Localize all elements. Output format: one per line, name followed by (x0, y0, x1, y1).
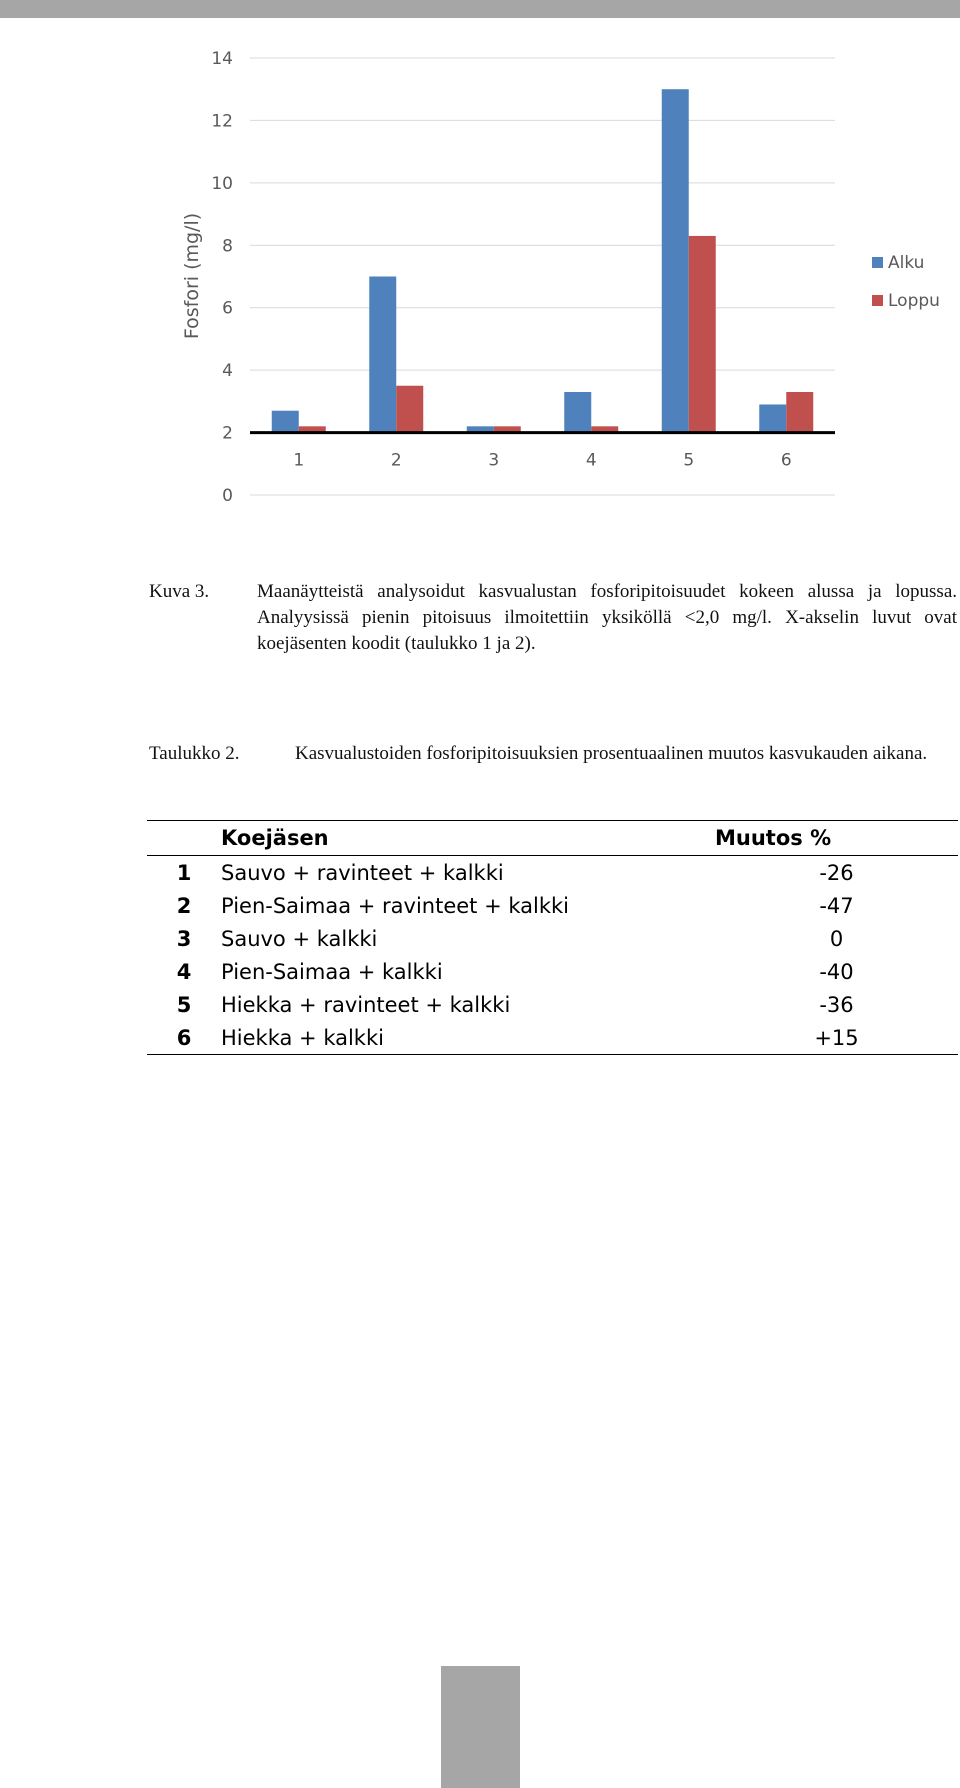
legend-label: Loppu (888, 291, 940, 311)
header-koejasen: Koejäsen (221, 821, 715, 856)
x-tick-label: 2 (390, 450, 402, 471)
bar-alku (369, 277, 396, 433)
table-row (147, 1021, 958, 1055)
row-name: Sauvo + kalkki (221, 926, 378, 951)
row-value: 0 (829, 926, 844, 951)
table-row (147, 889, 958, 922)
bar-alku (564, 392, 591, 433)
row-name: Pien-Saimaa + ravinteet + kalkki (221, 893, 569, 918)
bar-loppu (689, 236, 716, 433)
row-name: Pien-Saimaa + kalkki (221, 959, 443, 984)
table-row (147, 856, 958, 890)
row-value: -26 (819, 860, 854, 885)
table-caption-label: Taulukko 2. (149, 743, 240, 764)
table-row (147, 988, 958, 1021)
table-row (147, 922, 958, 955)
row-number: 1 (176, 860, 192, 885)
phosphorus-bar-chart (0, 18, 960, 528)
row-value: +15 (814, 1025, 859, 1050)
row-value: -36 (819, 992, 854, 1017)
legend-swatch (872, 257, 883, 268)
row-number: 6 (176, 1025, 192, 1050)
y-tick-label: 12 (211, 111, 233, 132)
row-name: Sauvo + ravinteet + kalkki (221, 860, 504, 885)
legend-swatch (872, 295, 883, 306)
figure-caption-label: Kuva 3. (149, 581, 210, 602)
page-number-block (441, 1666, 520, 1788)
y-tick-label: 6 (222, 298, 233, 319)
row-name: Hiekka + ravinteet + kalkki (221, 992, 511, 1017)
y-tick-label: 0 (222, 486, 233, 506)
row-number: 4 (176, 959, 192, 984)
y-tick-label: 8 (222, 236, 233, 257)
figure-caption-text: Maanäytteistä analysoidut kasvualustan fosforipitoisuudet kokeen alussa ja lopussa. Analyysissä pienin pitoisuus ilmoitettiin yksiköllä <2,0 mg/l. X-akselin luvut ovat koejäsenten koodit (taulukko 1 ja 2). (257, 581, 957, 654)
row-value: -47 (819, 893, 854, 918)
x-tick-label: 4 (585, 450, 597, 471)
x-tick-label: 5 (683, 450, 695, 471)
table-caption-text: Kasvualustoiden fosforipitoisuuksien prosentuaalinen muutos kasvukauden aikana. (295, 743, 928, 764)
y-tick-label: 2 (222, 423, 233, 444)
row-name: Hiekka + kalkki (221, 1025, 384, 1050)
x-tick-label: 1 (293, 450, 305, 471)
row-number: 5 (176, 992, 192, 1017)
header-muutos: Muutos % (715, 821, 958, 856)
change-table (147, 820, 958, 1055)
table-header-row (147, 821, 958, 856)
row-value: -40 (819, 959, 854, 984)
x-tick-label: 3 (488, 450, 500, 471)
header-number (147, 821, 221, 856)
row-number: 3 (176, 926, 192, 951)
y-tick-label: 4 (222, 361, 233, 382)
y-axis-label: Fosfori (mg/l) (181, 212, 203, 340)
y-tick-label: 14 (211, 49, 233, 69)
y-tick-label: 10 (211, 173, 233, 194)
x-tick-label: 6 (780, 450, 792, 471)
bar-alku (662, 89, 689, 432)
legend-label: Alku (888, 253, 925, 273)
table-row (147, 955, 958, 988)
bar-loppu (396, 386, 423, 433)
bar-alku (272, 411, 299, 433)
page-top-bar (0, 0, 960, 18)
row-number: 2 (176, 893, 192, 918)
bar-alku (759, 404, 786, 432)
bar-loppu (786, 392, 813, 433)
